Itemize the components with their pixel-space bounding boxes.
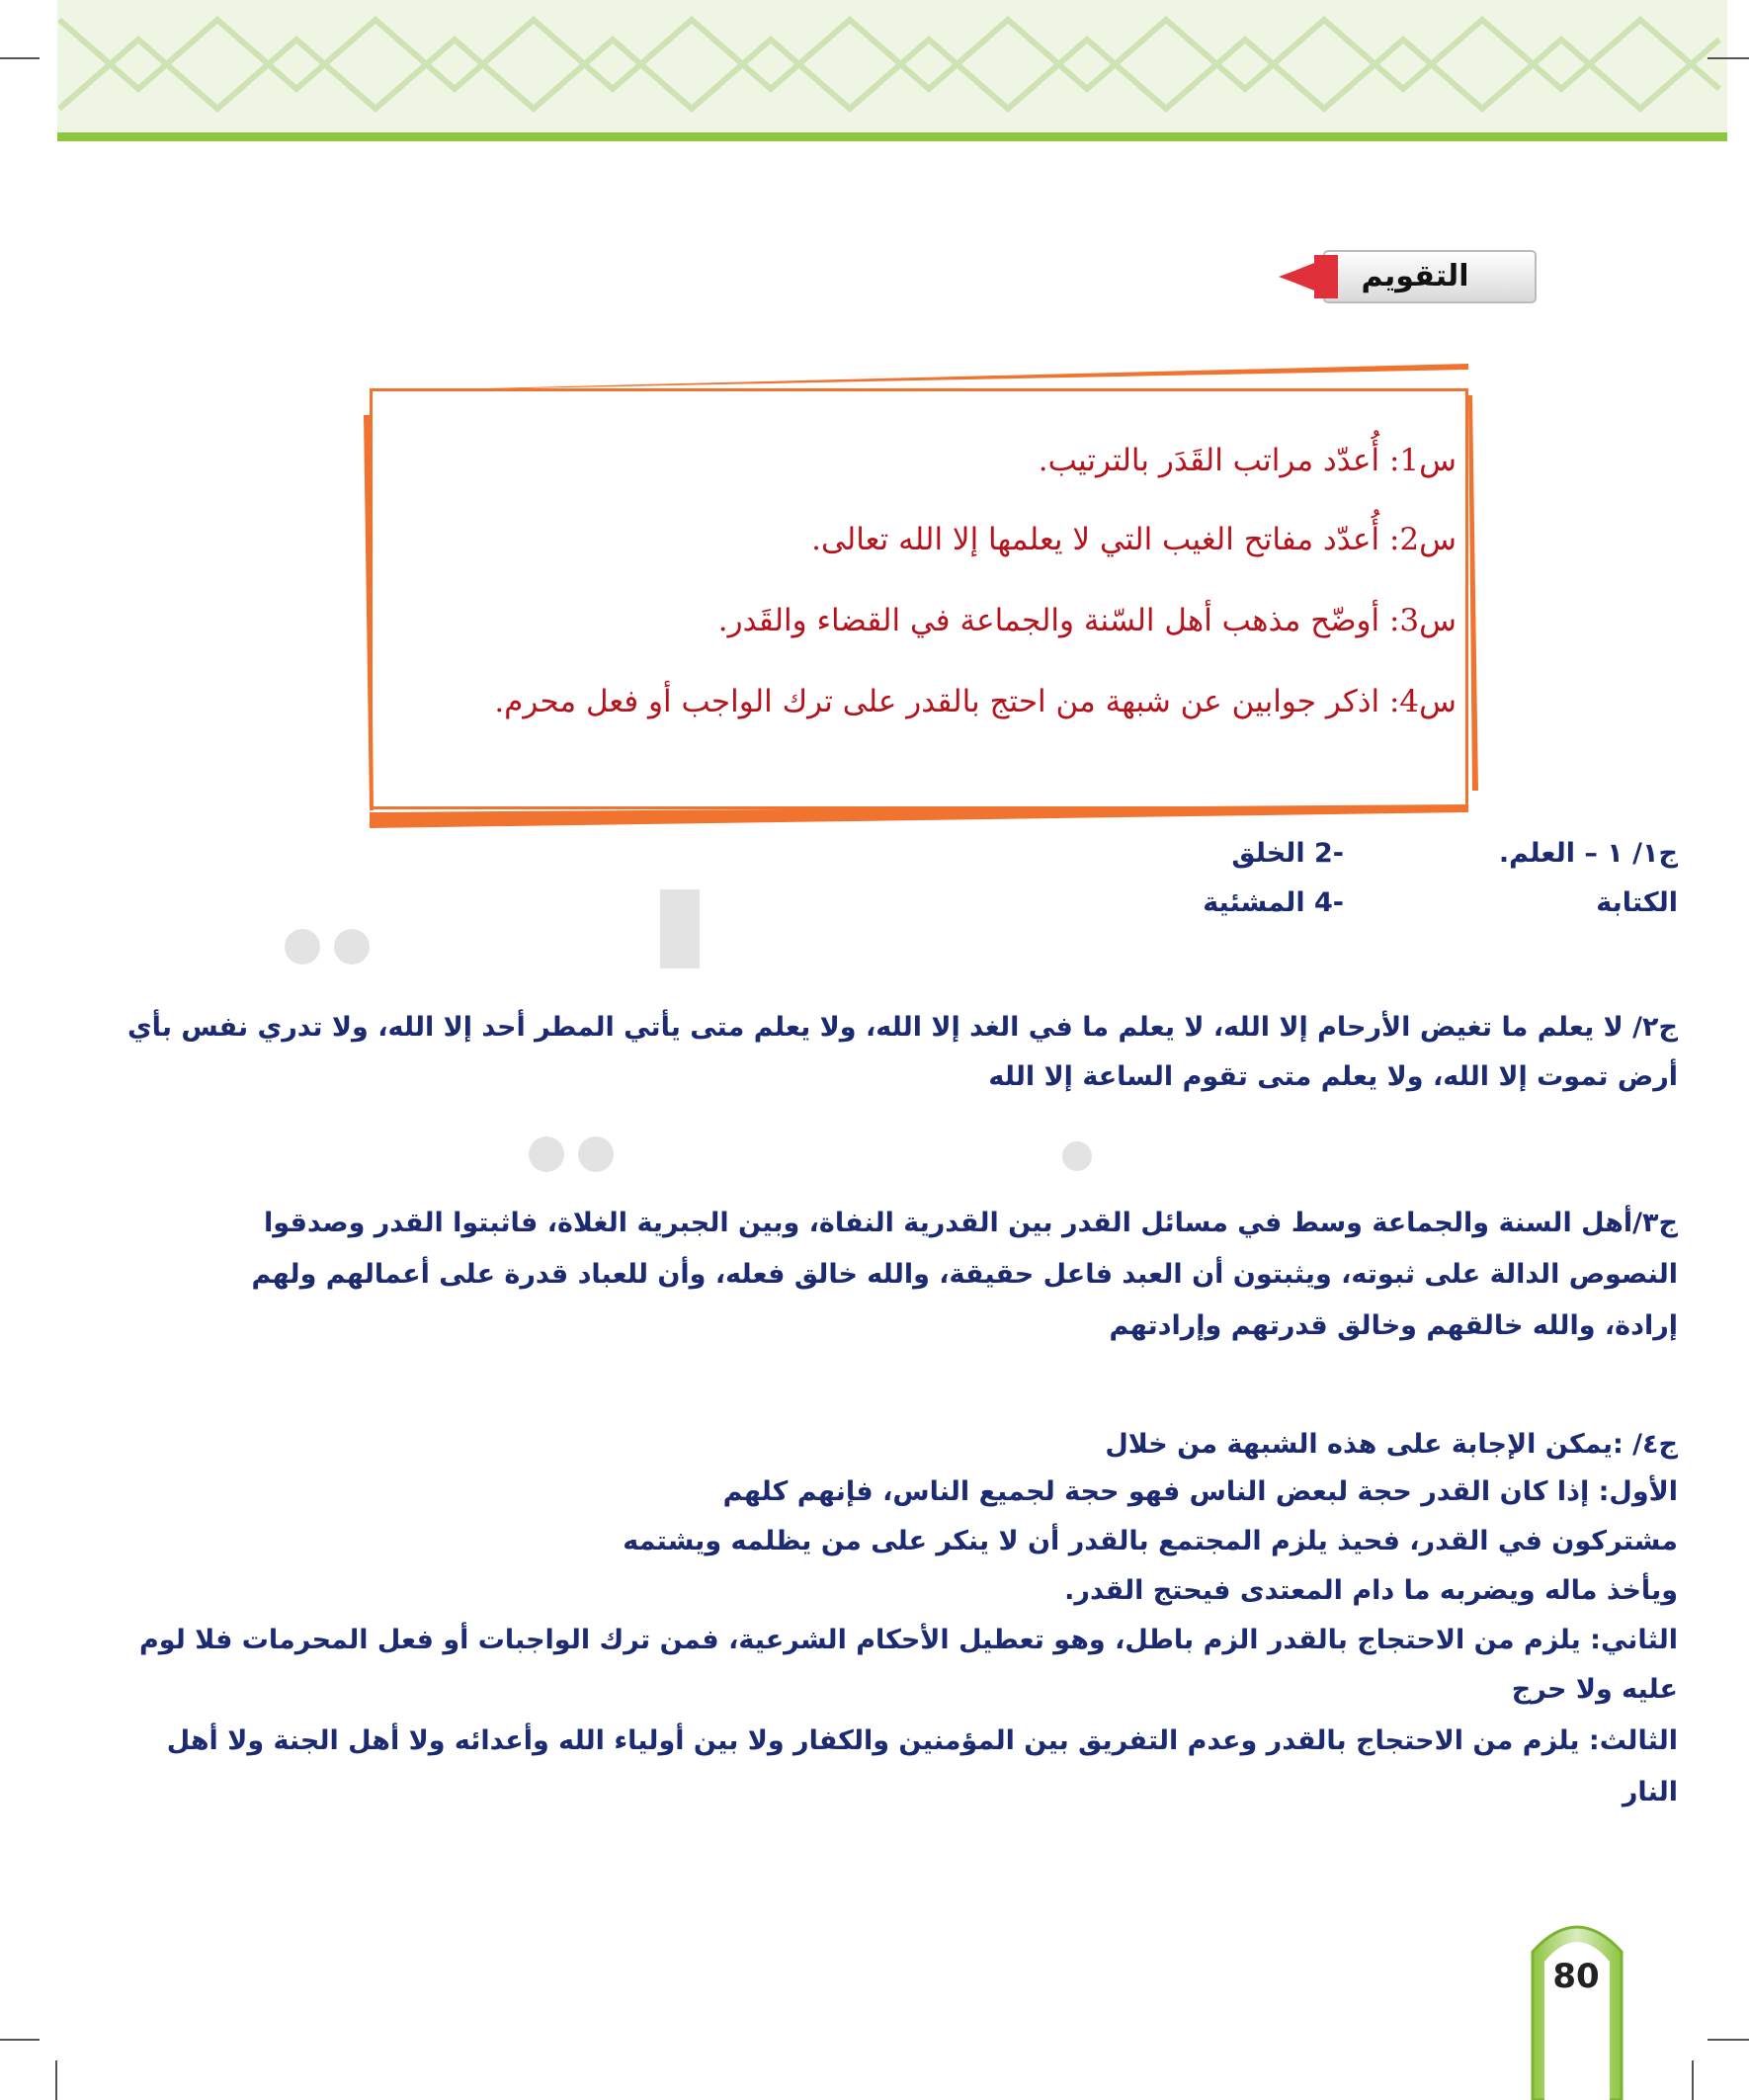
answer-1-item-3: الكتابة xyxy=(1596,887,1678,918)
box-accent-bottom xyxy=(370,804,1468,828)
page-number: 80 xyxy=(1552,1957,1600,1996)
answer-4-line: النار xyxy=(1622,1777,1678,1807)
answer-4-line: الثالث: يلزم من الاحتجاج بالقدر وعدم التفريق بين المؤمنين والكفار ولا بين أولياء الله وأعدائه ولا أهل الجنة ولا أهل xyxy=(166,1725,1678,1756)
answer-1-prefix: ج١/ ١ – العلم. xyxy=(1498,838,1678,869)
answer-4-line: ويأخذ ماله ويضربه ما دام المعتدى فيحتج القدر. xyxy=(1064,1575,1678,1606)
watermark-dot xyxy=(285,929,320,965)
answer-4-line: الثاني: يلزم من الاحتجاج بالقدر الزم باطل، وهو تعطيل الأحكام الشرعية، فمن ترك الواجبات أو فعل المحرمات فلا لوم xyxy=(138,1625,1678,1655)
question-3: س3: أوضّح مذهب أهل السّنة والجماعة في القضاء والقَدر. xyxy=(717,603,1457,638)
box-accent-right xyxy=(1464,395,1478,791)
crop-mark xyxy=(55,2060,57,2100)
answer-4-line: مشتركون في القدر، فحيذ يلزم المجتمع بالقدر أن لا ينكر على من يظلمه ويشتمه xyxy=(623,1526,1678,1556)
crop-mark xyxy=(0,57,40,59)
answer-3-line: إرادة، والله خالقهم وخالق قدرتهم وإرادتهم xyxy=(1109,1310,1678,1341)
box-accent-left xyxy=(360,415,374,810)
answer-1-item-4: -4 المشئية xyxy=(1203,887,1344,918)
answer-2-line: أرض تموت إلا الله، ولا يعلم متى تقوم الساعة إلا الله xyxy=(988,1061,1678,1092)
watermark-dot xyxy=(334,929,370,965)
watermark-dot xyxy=(1062,1141,1092,1171)
watermark-dot xyxy=(529,1136,564,1172)
question-1: س1: أُعدّد مراتب القَدَر بالترتيب. xyxy=(1038,443,1457,478)
page-number-tab xyxy=(1527,1912,1627,2100)
watermark-dot xyxy=(578,1136,614,1172)
answer-2-line: ج٢/ لا يعلم ما تغيض الأرحام إلا الله، لا يعلم ما في الغد إلا الله، ولا يعلم متى يأتي المطر أحد إلا الله، ولا تدري نفس بأي xyxy=(126,1012,1678,1043)
header-pattern-banner xyxy=(0,0,1749,143)
crop-mark xyxy=(0,2039,40,2041)
answer-4-line: الأول: إذا كان القدر حجة لبعض الناس فهو حجة لجميع الناس، فإنهم كلهم xyxy=(722,1476,1678,1507)
answer-3-line: النصوص الدالة على ثبوته، ويثبتون أن العبد فاعل حقيقة، والله خالق فعله، وأن للعباد قدرة على أعمالهم ولهم xyxy=(251,1259,1678,1290)
answer-1-item-2: -2 الخلق xyxy=(1231,838,1344,869)
crop-mark xyxy=(1707,2039,1749,2041)
answer-3-line: ج٣/أهل السنة والجماعة وسط في مسائل القدر بين القدرية النفاة، وبين الجبرية الغلاة، فاثبتوا القدر وصدقوا xyxy=(264,1208,1678,1238)
question-4: س4: اذكر جوابين عن شبهة من احتج بالقدر على ترك الواجب أو فعل محرم. xyxy=(494,684,1457,719)
box-accent-top xyxy=(370,364,1468,391)
crop-mark xyxy=(1707,57,1749,59)
answer-4-line: ج٤/ :يمكن الإجابة على هذه الشبهة من خلال xyxy=(1105,1429,1678,1460)
crop-mark xyxy=(1692,2060,1694,2100)
answer-4-line: عليه ولا حرج xyxy=(1511,1674,1678,1705)
section-tab-label: التقويم xyxy=(1361,259,1469,294)
watermark-bar xyxy=(660,889,700,968)
question-2: س2: أُعدّد مفاتح الغيب التي لا يعلمها إلا الله تعالى. xyxy=(811,522,1457,557)
